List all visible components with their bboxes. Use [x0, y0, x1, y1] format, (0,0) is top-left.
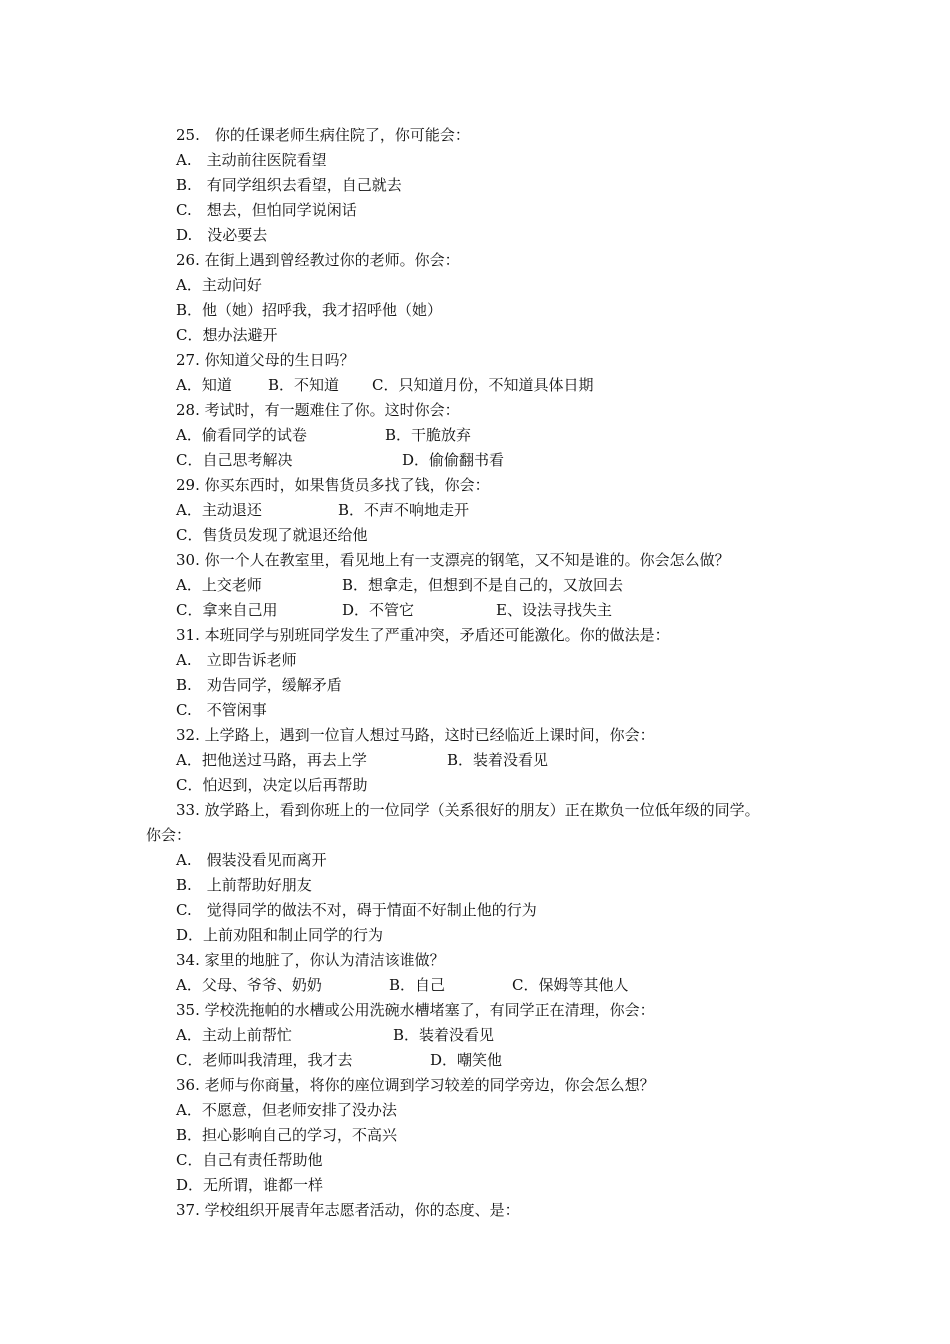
option-line: [146, 273, 826, 298]
option-line: [146, 148, 826, 173]
line-text: 37. 学校组织开展青年志愿者活动，你的态度、是：: [176, 1201, 520, 1219]
option-text: B．想拿走，但想到不是自己的，又放回去: [342, 576, 624, 594]
option-text: D. 没必要去: [176, 226, 268, 244]
option-line: [146, 1123, 826, 1148]
option-text: C．怕迟到，决定以后再帮助: [176, 776, 368, 794]
option-text: C．售货员发现了就退还给他: [176, 526, 368, 544]
option-text: C. 想去，但怕同学说闲话: [176, 201, 357, 219]
line-text: 35. 学校洗拖帕的水槽或公用洗碗水槽堵塞了，有同学正在清理，你会：: [176, 1001, 655, 1019]
question-line: [146, 1073, 826, 1098]
option-text: B. 有同学组织去看望，自己就去: [176, 176, 402, 194]
option-line: [146, 173, 826, 198]
option-line: [146, 923, 826, 948]
option-line: [146, 498, 826, 523]
option-text: A．知道: [176, 376, 232, 394]
questionnaire-body: [146, 123, 826, 1223]
option-text: E、设法寻找失主: [496, 601, 612, 619]
option-text: D．不管它: [342, 601, 415, 619]
option-line: [146, 423, 826, 448]
option-line: [146, 1098, 826, 1123]
question-line: [146, 123, 826, 148]
question-line-continued: [146, 823, 826, 848]
line-text: 32. 上学路上，遇到一位盲人想过马路，这时已经临近上课时间，你会：: [176, 726, 655, 744]
question-line: [146, 723, 826, 748]
question-line: [146, 548, 826, 573]
option-line: [146, 223, 826, 248]
option-text: A. 假装没看见而离开: [176, 851, 327, 869]
line-text: 34. 家里的地脏了，你认为清洁该谁做？: [176, 951, 445, 969]
option-text: A. 主动前往医院看望: [176, 151, 327, 169]
option-line: [146, 898, 826, 923]
option-line: [146, 323, 826, 348]
option-text: D．上前劝阻和制止同学的行为: [176, 926, 384, 944]
question-line: [146, 948, 826, 973]
option-text: A．主动退还: [176, 501, 262, 519]
option-text: A. 立即告诉老师: [176, 651, 297, 669]
option-line: [146, 773, 826, 798]
question-line: [146, 348, 826, 373]
line-text: 26. 在街上遇到曾经教过你的老师。你会：: [176, 251, 460, 269]
option-text: C．老师叫我清理，我才去: [176, 1051, 353, 1069]
option-text: C．拿来自己用: [176, 601, 278, 619]
option-text: A．不愿意，但老师安排了没办法: [176, 1101, 397, 1119]
question-line: [146, 623, 826, 648]
question-line: [146, 398, 826, 423]
option-text: D．偷偷翻书看: [402, 451, 505, 469]
line-text: 27. 你知道父母的生日吗？: [176, 351, 355, 369]
option-text: A．主动上前帮忙: [176, 1026, 292, 1044]
option-text: B．自己: [389, 976, 446, 994]
option-text: C．想办法避开: [176, 326, 278, 344]
line-text: 25. 你的任课老师生病住院了，你可能会：: [176, 126, 470, 144]
option-text: A．上交老师: [176, 576, 262, 594]
line-text: 31. 本班同学与别班同学发生了严重冲突，矛盾还可能激化。你的做法是：: [176, 626, 670, 644]
question-line: [146, 998, 826, 1023]
option-line: [146, 673, 826, 698]
option-line: [146, 1173, 826, 1198]
option-text: B．干脆放弃: [385, 426, 472, 444]
option-line: [146, 573, 826, 598]
option-line: [146, 373, 826, 398]
option-text: A．父母、爷爷、奶奶: [176, 976, 322, 994]
option-line: [146, 598, 826, 623]
option-text: B．担心影响自己的学习，不高兴: [176, 1126, 398, 1144]
option-line: [146, 1023, 826, 1048]
option-line: [146, 448, 826, 473]
line-text: 30. 你一个人在教室里，看见地上有一支漂亮的钢笔，又不知是谁的。你会怎么做？: [176, 551, 730, 569]
option-text: D．无所谓，谁都一样: [176, 1176, 324, 1194]
option-text: D．嘲笑他: [430, 1051, 503, 1069]
option-text: A．主动问好: [176, 276, 262, 294]
question-line: [146, 1198, 826, 1223]
option-line: [146, 648, 826, 673]
option-line: [146, 848, 826, 873]
option-text: B．装着没看见: [393, 1026, 495, 1044]
option-text: B．装着没看见: [447, 751, 549, 769]
option-line: [146, 698, 826, 723]
option-text: C．保姆等其他人: [512, 976, 629, 994]
option-text: C. 觉得同学的做法不对，碍于情面不好制止他的行为: [176, 901, 537, 919]
question-line: [146, 798, 826, 823]
option-text: A．偷看同学的试卷: [176, 426, 307, 444]
line-text: 28. 考试时，有一题难住了你。这时你会：: [176, 401, 460, 419]
line-text: 33. 放学路上，看到你班上的一位同学（关系很好的朋友）正在欺负一位低年级的同学。: [176, 801, 760, 819]
option-text: A．把他送过马路，再去上学: [176, 751, 367, 769]
option-text: B. 劝告同学，缓解矛盾: [176, 676, 342, 694]
line-text: 36. 老师与你商量，将你的座位调到学习较差的同学旁边，你会怎么想？: [176, 1076, 655, 1094]
line-text: 29. 你买东西时，如果售货员多找了钱，你会：: [176, 476, 490, 494]
option-text: B．他（她）招呼我，我才招呼他（她）: [176, 301, 443, 319]
option-line: [146, 1148, 826, 1173]
option-line: [146, 298, 826, 323]
option-line: [146, 873, 826, 898]
option-text: C．自己有责任帮助他: [176, 1151, 323, 1169]
option-line: [146, 523, 826, 548]
question-line: [146, 248, 826, 273]
option-text: C．只知道月份，不知道具体日期: [372, 376, 594, 394]
question-line: [146, 473, 826, 498]
option-text: B．不知道: [268, 376, 340, 394]
option-text: C．自己思考解决: [176, 451, 293, 469]
option-line: [146, 1048, 826, 1073]
option-text: B．不声不响地走开: [338, 501, 470, 519]
option-text: B. 上前帮助好朋友: [176, 876, 312, 894]
option-line: [146, 198, 826, 223]
option-text: C. 不管闲事: [176, 701, 267, 719]
option-line: [146, 973, 826, 998]
option-line: [146, 748, 826, 773]
line-text: 你会：: [146, 826, 192, 844]
